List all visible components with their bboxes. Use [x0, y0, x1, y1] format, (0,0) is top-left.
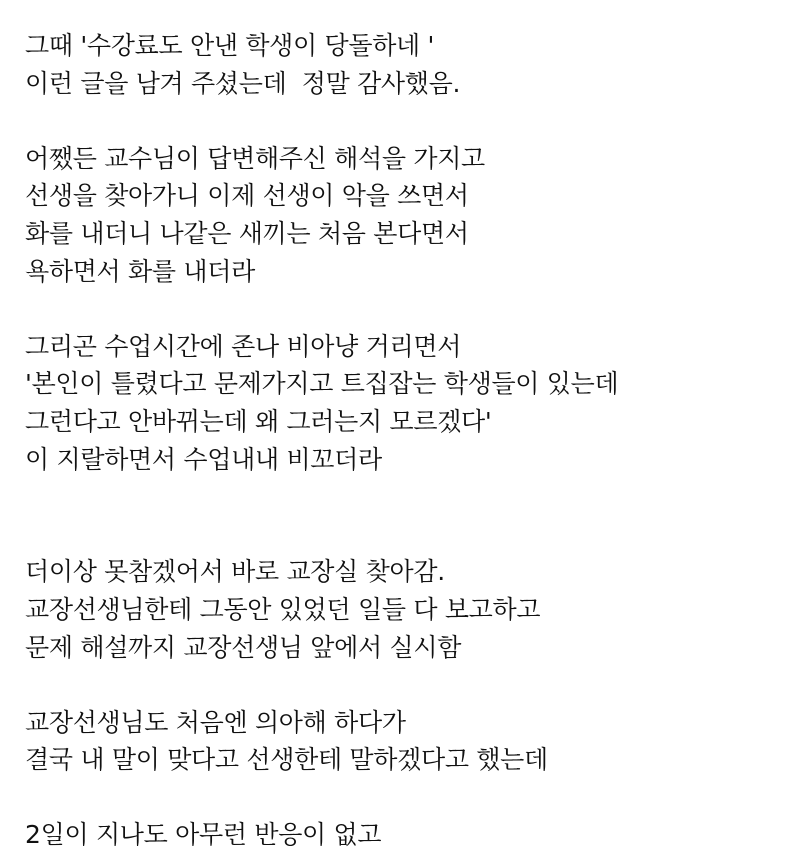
blank-line: [25, 478, 775, 516]
text-line: 욕하면서 화를 내더라: [25, 256, 255, 286]
post-body: [25, 27, 775, 854]
text-line: 문제 해설까지 교장선생님 앞에서 실시함: [25, 632, 462, 662]
text-line: 어쨌든 교수님이 답변해주신 해석을 가지고: [25, 143, 485, 173]
blank-line: [25, 779, 775, 817]
text-line: 이 지랄하면서 수업내내 비꼬더라: [25, 444, 382, 474]
blank-line: [25, 290, 775, 328]
text-line: 그리곤 수업시간에 존나 비아냥 거리면서: [25, 331, 462, 361]
blank-line: [25, 516, 775, 554]
text-line: 결국 내 말이 맞다고 선생한테 말하겠다고 했는데: [25, 745, 548, 775]
text-line: 화를 내더니 나같은 새끼는 처음 본다면서: [25, 218, 469, 248]
text-line: 그때 '수강료도 안낸 학생이 당돌하네 ': [25, 31, 435, 60]
text-line: 2일이 지나도 아무런 반응이 없고: [25, 820, 382, 850]
text-line: '본인이 틀렸다고 문제가지고 트집잡는 학생들이 있는데: [25, 369, 619, 399]
blank-line: [25, 666, 775, 704]
text-line: 교장선생님한테 그동안 있었던 일들 다 보고하고: [25, 594, 541, 624]
text-line: 선생을 찾아가니 이제 선생이 악을 쓰면서: [25, 181, 469, 211]
text-line: 교장선생님도 처음엔 의아해 하다가: [25, 707, 406, 737]
blank-line: [25, 102, 775, 140]
text-line: 이런 글을 남겨 주셨는데 정말 감사했음.: [25, 68, 461, 98]
text-line: 더이상 못참겠어서 바로 교장실 찾아감.: [25, 557, 445, 587]
text-line: 그런다고 안바뀌는데 왜 그러는지 모르겠다': [25, 406, 492, 436]
